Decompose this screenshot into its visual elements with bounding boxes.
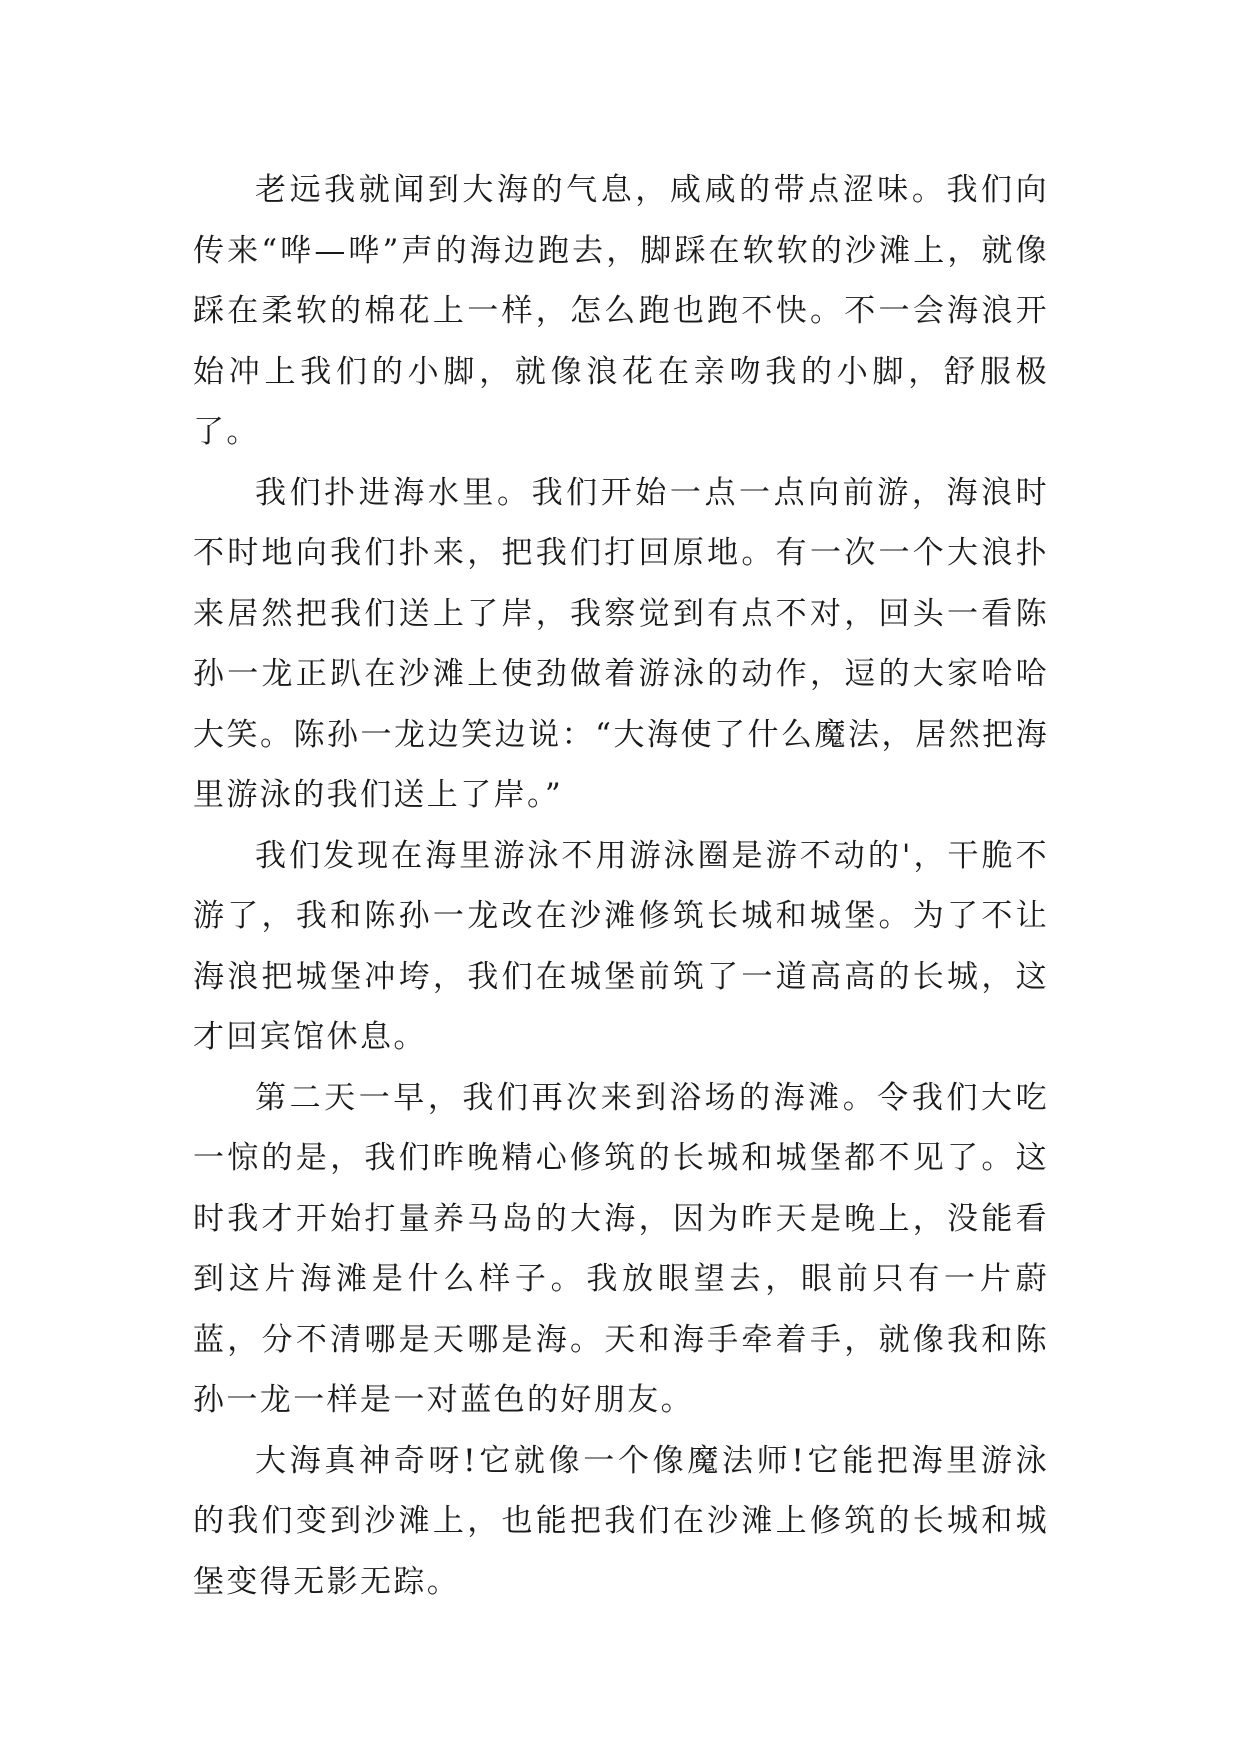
document-body — [193, 160, 1049, 1612]
paragraph-4: 第二天一早，我们再次来到浴场的海滩。令我们大吃一惊的是，我们昨晚精心修筑的长城和城堡都不见了。这时我才开始打量养马岛的大海，因为昨天是晚上，没能看到这片海滩是什么样子。我放眼望去，眼前只有一片蔚蓝，分不清哪是天哪是海。天和海手牵着手，就像我和陈孙一龙一样是一对蓝色的好朋友。 — [193, 1079, 1049, 1418]
paragraph-1: 老远我就闻到大海的气息，咸咸的带点涩味。我们向传来“哗—哗”声的海边跑去，脚踩在软软的沙滩上，就像踩在柔软的棉花上一样，怎么跑也跑不快。不一会海浪开始冲上我们的小脚，就像浪花在亲吻我的小脚，舒服极了。 — [193, 172, 1049, 450]
paragraph-5: 大海真神奇呀!它就像一个像魔法师!它能把海里游泳的我们变到沙滩上，也能把我们在沙滩上修筑的长城和城堡变得无影无踪。 — [193, 1442, 1049, 1600]
paragraph-2: 我们扑进海水里。我们开始一点一点向前游，海浪时不时地向我们扑来，把我们打回原地。有一次一个大浪扑来居然把我们送上了岸，我察觉到有点不对，回头一看陈孙一龙正趴在沙滩上使劲做着游泳的动作，逗的大家哈哈大笑。陈孙一龙边笑边说：“大海使了什么魔法，居然把海里游泳的我们送上了岸。” — [193, 474, 1049, 813]
paragraph-3: 我们发现在海里游泳不用游泳圈是游不动的'，干脆不游了，我和陈孙一龙改在沙滩修筑长城和城堡。为了不让海浪把城堡冲垮，我们在城堡前筑了一道高高的长城，这才回宾馆休息。 — [193, 837, 1049, 1055]
